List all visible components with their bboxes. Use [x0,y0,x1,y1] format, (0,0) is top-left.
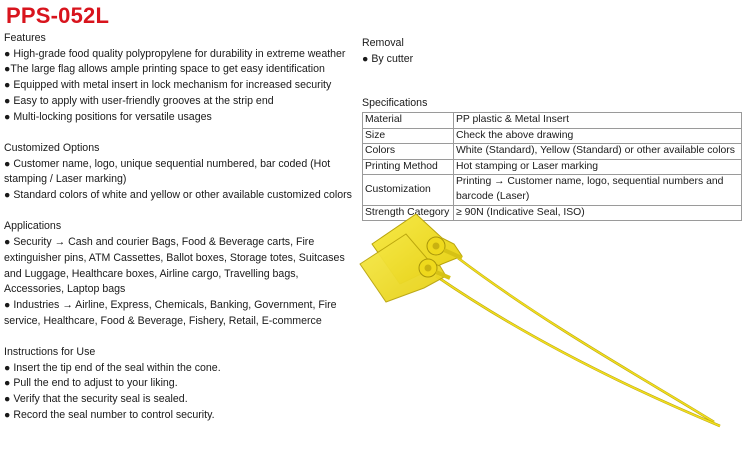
removal-heading: Removal [362,37,404,49]
customized-item: ● Customer name, logo, unique sequential numbered, bar coded (Hot stamping / Laser marking) [4,157,331,186]
spec-key: Strength Category [363,205,454,221]
spec-value: ≥ 90N (Indicative Seal, ISO) [454,205,742,221]
removal-item: ● By cutter [362,52,414,65]
customized-item: ● Standard colors of white and yellow or other available customized colors [4,189,352,202]
feature-item: ● Equipped with metal insert in lock mechanism for increased security [4,79,332,92]
applications-heading: Applications [4,220,62,233]
table-row [363,113,742,129]
yellow-plastic-seal-image [358,206,728,441]
table-row [363,175,742,205]
instruction-item: ● Record the seal number to control security. [4,408,215,421]
feature-item: ●The large flag allows ample printing space to get easy identification [4,63,325,76]
feature-item: ● Easy to apply with user-friendly grooves at the strip end [4,94,274,107]
instruction-item: ● Pull the end to adjust to your liking. [4,377,178,390]
applications-item: ● Security → Cash and courier Bags, Food & Beverage carts, Fire extinguisher pins, ATM Cassettes, Ballot boxes, Storage totes, Suitcases and Luggage, Healthcare boxes, Airline cargo, Travelling bags, Accessories, Laptop bags [4,236,345,296]
left-column [4,31,356,424]
right-column [362,36,742,221]
spec-value: Printing → Customer name, logo, sequential numbers and barcode (Laser) [454,175,742,205]
features-heading: Features [4,32,46,44]
customized-heading: Customized Options [4,141,100,154]
specifications-table [362,112,742,221]
spec-key: Printing Method [363,159,454,175]
instructions-heading: Instructions for Use [4,346,96,359]
feature-item: ● Multi-locking positions for versatile usages [4,110,212,123]
feature-item: ● High-grade food quality polypropylene for durability in extreme weather [4,47,346,60]
spec-key: Material [363,113,454,129]
instruction-item: ● Verify that the security seal is sealed. [4,393,188,406]
spec-value: White (Standard), Yellow (Standard) or other available colors [454,144,742,160]
spec-value: Hot stamping or Laser marking [454,159,742,175]
applications-item: ● Industries → Airline, Express, Chemicals, Banking, Government, Fire service, Healthcare, Food & Beverage, Fishery, Retail, E-commerce [4,298,337,327]
spec-key: Customization [363,175,454,205]
spec-key: Colors [363,144,454,160]
table-row [363,144,742,160]
table-row [363,128,742,144]
instruction-item: ● Insert the tip end of the seal within the cone. [4,361,221,374]
spec-value: PP plastic & Metal Insert [454,113,742,129]
product-title: PPS-052L [6,3,110,28]
spec-key: Size [363,128,454,144]
spec-value: Check the above drawing [454,128,742,144]
table-row [363,159,742,175]
specifications-heading: Specifications [362,97,428,110]
